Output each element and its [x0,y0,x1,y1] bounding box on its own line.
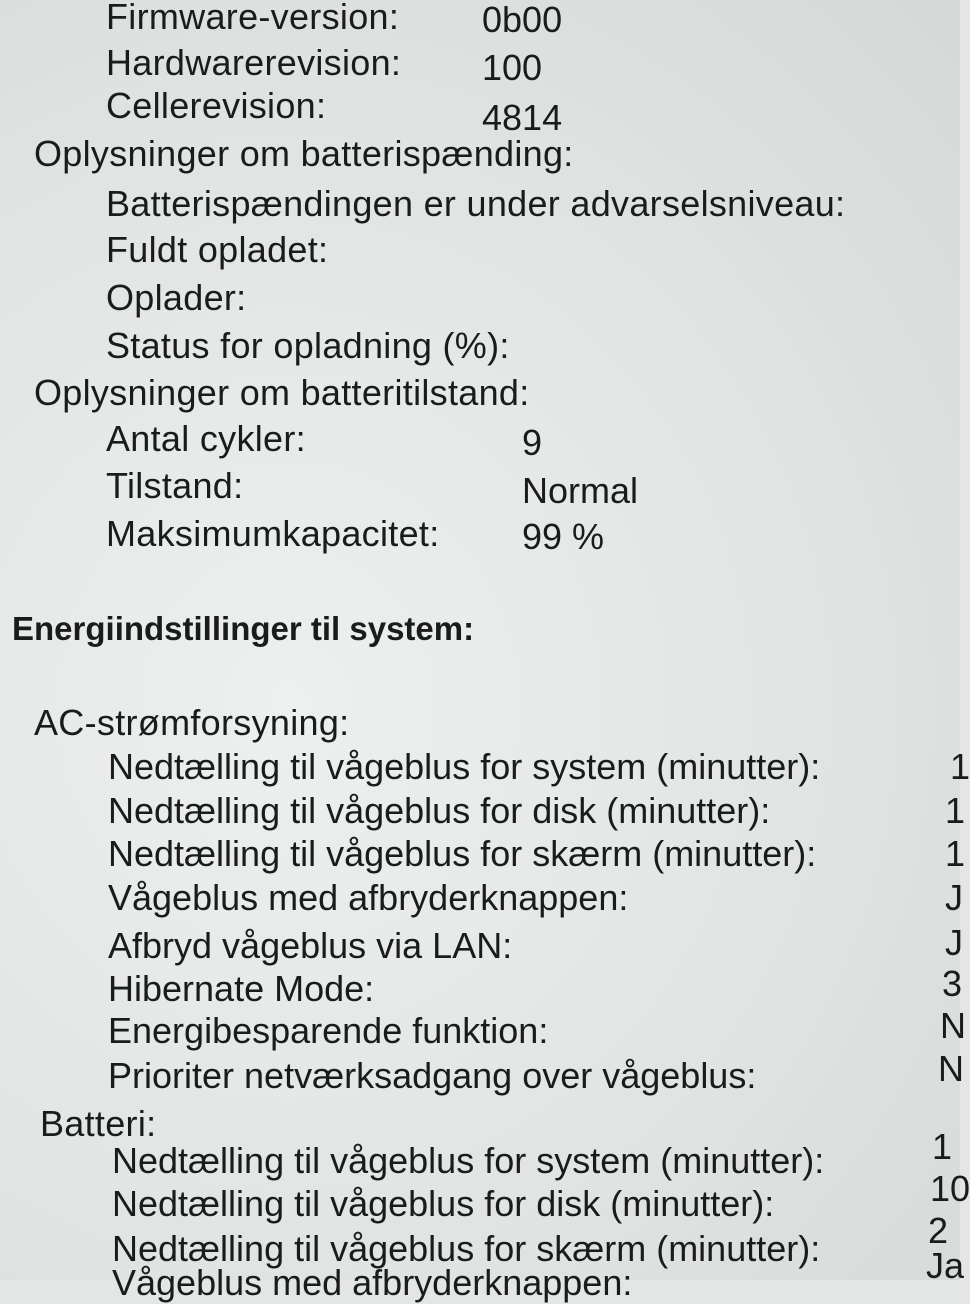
cell-revision-value: 4814 [482,97,563,138]
ac-network-priority-value: N [938,1048,964,1089]
ac-power-section-label: AC-strømforsyning: [34,702,350,743]
health-info-section-label: Oplysninger om batteritilstand: [34,372,530,413]
ac-system-sleep-label: Nedtælling til vågeblus for system (minutter): [108,746,821,787]
cycle-count-value: 9 [522,422,543,463]
battery-display-sleep-value: 2 [928,1210,949,1251]
condition-label: Tilstand: [106,465,244,506]
ac-network-priority-label: Prioriter netværksadgang over vågeblus: [108,1055,757,1096]
max-capacity-label: Maksimumkapacitet: [106,513,440,554]
ac-system-sleep-value: 1 [950,746,970,787]
firmware-value: 0b00 [482,0,563,40]
cell-revision-label: Cellerevision: [106,85,327,126]
battery-system-sleep-value: 1 [932,1126,953,1167]
ac-power-button-sleep-value: J [945,877,963,918]
ac-energy-saving-label: Energibesparende funktion: [108,1010,549,1051]
battery-disk-sleep-label: Nedtælling til vågeblus for disk (minutter): [112,1183,775,1224]
hardware-revision-value: 100 [482,47,543,88]
ac-hibernate-mode-value: 3 [942,963,963,1004]
ac-wake-on-lan-value: J [945,922,963,963]
battery-display-sleep-label: Nedtælling til vågeblus for skærm (minutter): [112,1228,821,1269]
ac-disk-sleep-label: Nedtælling til vågeblus for disk (minutter): [108,790,771,831]
ac-display-sleep-label: Nedtælling til vågeblus for skærm (minutter): [108,833,817,874]
ac-disk-sleep-value: 1 [945,790,966,831]
power-settings-heading: Energiindstillinger til system: [12,610,475,647]
charge-status-label: Status for opladning (%): [106,325,510,366]
firmware-label: Firmware-version: [106,0,400,37]
charge-info-section-label: Oplysninger om batterispænding: [34,133,574,174]
battery-power-button-sleep-label: Vågeblus med afbryderknappen: [112,1262,633,1303]
fully-charged-label: Fuldt opladet: [106,229,329,270]
battery-power-section-label: Batteri: [40,1103,157,1144]
charger-label: Oplader: [106,277,247,318]
battery-disk-sleep-value: 10 [930,1168,970,1209]
ac-hibernate-mode-label: Hibernate Mode: [108,968,375,1009]
ac-energy-saving-value: N [940,1005,966,1046]
ac-wake-on-lan-label: Afbryd vågeblus via LAN: [108,925,513,966]
battery-system-sleep-label: Nedtælling til vågeblus for system (minutter): [112,1140,825,1181]
ac-power-button-sleep-label: Vågeblus med afbryderknappen: [108,877,629,918]
voltage-warning-label: Batterispændingen er under advarselsniveau: [106,183,846,224]
cycle-count-label: Antal cykler: [106,418,306,459]
condition-value: Normal [522,470,639,511]
hardware-revision-label: Hardwarerevision: [106,42,402,83]
battery-power-button-sleep-value: Ja [926,1245,965,1286]
ac-display-sleep-value: 1 [945,833,966,874]
max-capacity-value: 99 % [522,516,605,557]
